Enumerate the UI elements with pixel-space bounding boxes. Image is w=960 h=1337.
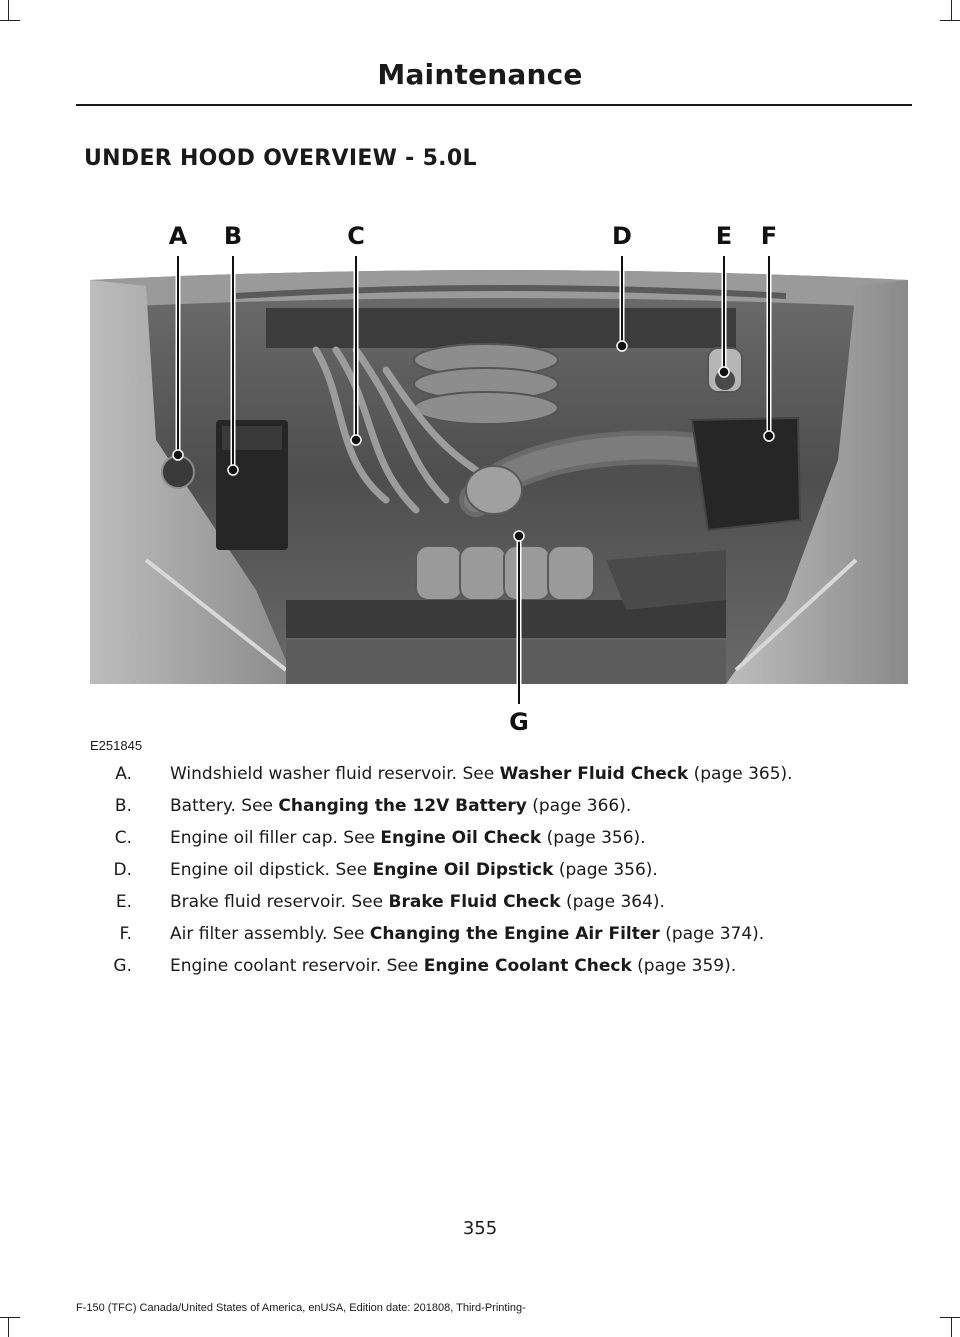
legend-description: Air filter assembly. See Changing the Engine Air Filter (page 374).	[170, 924, 765, 944]
callout-label: C	[347, 222, 365, 250]
legend-letter: F.	[119, 924, 132, 944]
callout-label: A	[168, 222, 188, 250]
callout-legend	[84, 758, 914, 982]
legend-description: Windshield washer fluid reservoir. See Washer Fluid Check (page 365).	[170, 764, 793, 784]
legend-letter: C.	[114, 828, 132, 848]
cross-reference-link[interactable]: Engine Oil Dipstick	[372, 860, 554, 880]
callout-label: G	[509, 708, 529, 736]
callout-label: E	[715, 222, 733, 250]
callout-label: D	[612, 222, 632, 250]
section-title: UNDER HOOD OVERVIEW - 5.0L	[84, 146, 477, 171]
under-hood-figure	[86, 200, 912, 740]
legend-description: Battery. See Changing the 12V Battery (page 366).	[170, 796, 632, 816]
figure-id: E251845	[90, 738, 143, 753]
cross-reference-link[interactable]: Changing the 12V Battery	[278, 796, 527, 816]
legend-item-d	[84, 854, 914, 886]
cross-reference-link[interactable]: Engine Coolant Check	[423, 956, 632, 976]
crop-mark-bottom-left	[0, 1317, 20, 1318]
page-header-title: Maintenance	[377, 58, 583, 91]
cross-reference-link[interactable]: Changing the Engine Air Filter	[369, 924, 660, 944]
header-divider	[76, 104, 912, 106]
footer-edition: F-150 (TFC) Canada/United States of America, enUSA, Edition date: 201808, Third-Printing-	[76, 1302, 526, 1314]
legend-item-c	[84, 822, 914, 854]
crop-mark-bottom-right	[951, 1318, 952, 1337]
crop-mark-top-right	[940, 20, 960, 21]
crop-mark-top-left	[8, 0, 9, 20]
legend-item-g	[84, 950, 914, 982]
legend-letter: A.	[115, 764, 132, 784]
legend-description: Engine oil filler cap. See Engine Oil Check (page 356).	[170, 828, 646, 848]
cross-reference-link[interactable]: Engine Oil Check	[380, 828, 542, 848]
legend-letter: D.	[113, 860, 132, 880]
legend-letter: E.	[115, 892, 132, 912]
crop-mark-bottom-right	[940, 1317, 960, 1318]
legend-item-f	[84, 918, 914, 950]
engine-bay-photo	[90, 270, 908, 684]
page-number: 355	[462, 1218, 498, 1239]
callout-label: B	[223, 222, 243, 250]
legend-letter: G.	[113, 956, 132, 976]
crop-mark-top-right	[951, 0, 952, 20]
cross-reference-link[interactable]: Brake Fluid Check	[388, 892, 561, 912]
legend-description: Engine coolant reservoir. See Engine Coolant Check (page 359).	[170, 956, 737, 976]
legend-description: Engine oil dipstick. See Engine Oil Dipstick (page 356).	[170, 860, 658, 880]
crop-mark-top-left	[0, 20, 20, 21]
legend-item-e	[84, 886, 914, 918]
crop-mark-bottom-left	[8, 1318, 9, 1337]
legend-letter: B.	[114, 796, 132, 816]
legend-item-a	[84, 758, 914, 790]
legend-description: Brake fluid reservoir. See Brake Fluid Check (page 364).	[170, 892, 665, 912]
legend-item-b	[84, 790, 914, 822]
callout-label: F	[760, 222, 778, 250]
cross-reference-link[interactable]: Washer Fluid Check	[499, 764, 689, 784]
